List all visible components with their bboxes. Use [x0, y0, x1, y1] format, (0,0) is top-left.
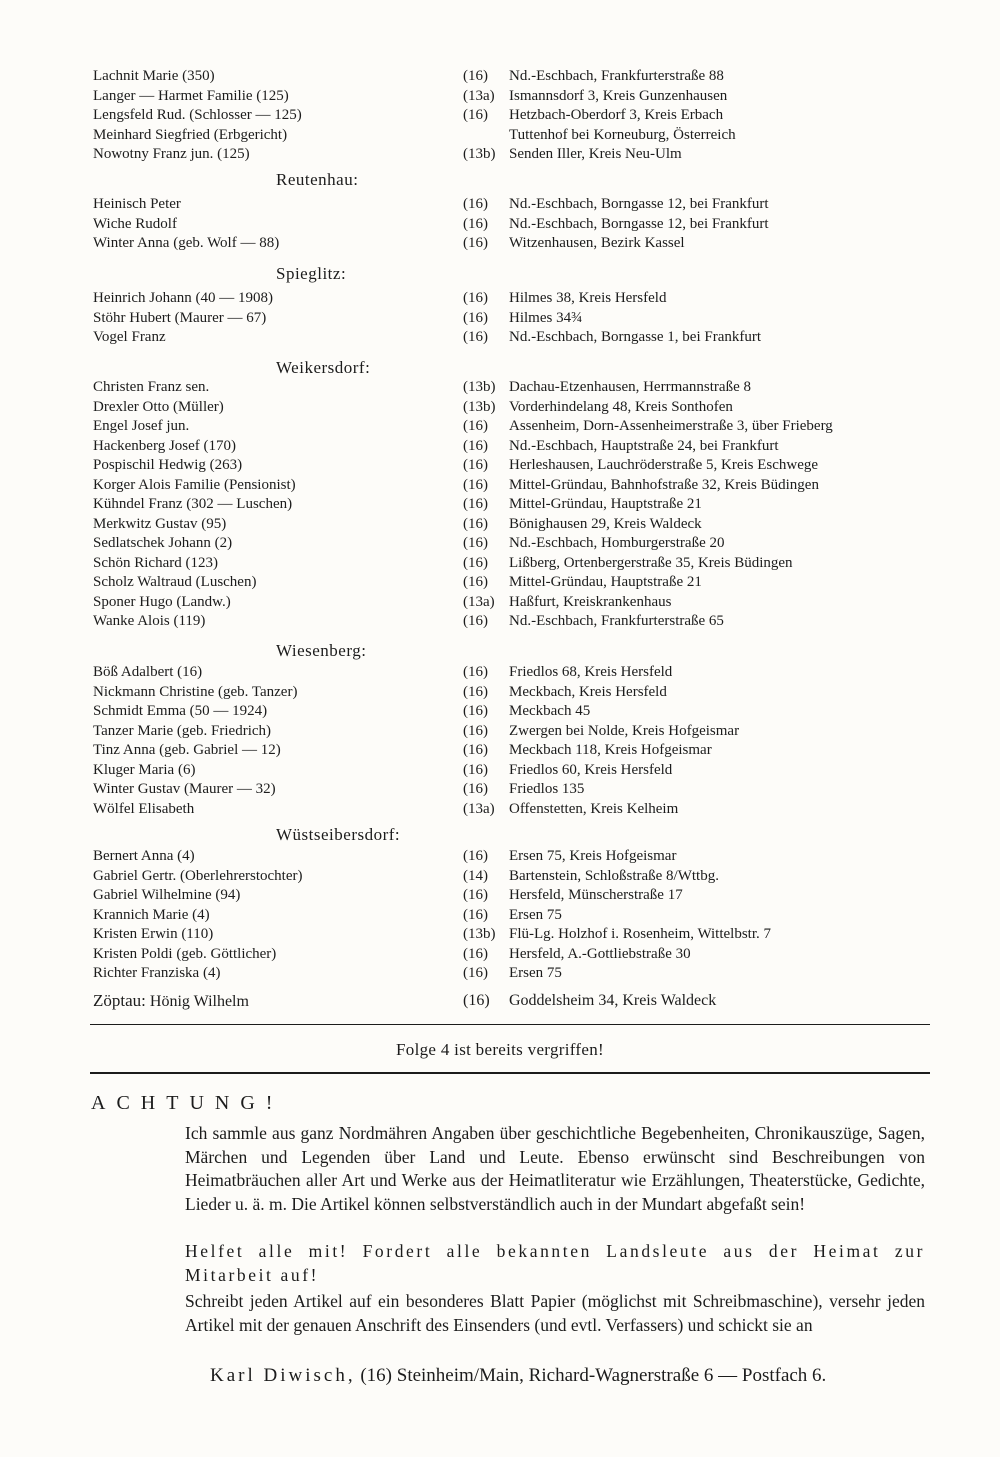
- entry-row: [0, 288, 1000, 308]
- entry-name: Scholz Waltraud (Luschen): [93, 574, 257, 590]
- entry-name: Böß Adalbert (16): [93, 664, 203, 680]
- entry-postal-code: (16): [463, 781, 488, 797]
- entry-postal-code: (16): [463, 742, 488, 758]
- entry-row: [0, 125, 1000, 145]
- entry-name: Krannich Marie (4): [93, 906, 210, 923]
- entry-address: Mittel-Gründau, Hauptstraße 21: [509, 574, 702, 590]
- entry-address: Hersfeld, Münscherstraße 17: [509, 887, 683, 903]
- entry-name: Engel Josef jun.: [93, 418, 190, 434]
- entry-row: [0, 514, 1000, 534]
- entry-postal-code: (13b): [463, 146, 496, 162]
- entry-address: Nd.-Eschbach, Borngasse 12, bei Frankfurt: [509, 215, 769, 232]
- entry-address: Friedlos 68, Kreis Hersfeld: [509, 664, 673, 680]
- entry-postal-code: (16): [463, 906, 488, 923]
- entry-row: [0, 533, 1000, 553]
- zoeptau-entry: [0, 991, 1000, 1011]
- entry-postal-code: (16): [463, 722, 488, 739]
- entry-address: Flü-Lg. Holzhof i. Rosenheim, Wittelbstr. 7: [509, 926, 772, 942]
- entry-address: Mittel-Gründau, Hauptstraße 21: [509, 496, 702, 512]
- entry-postal-code: (13a): [463, 87, 495, 104]
- entry-name: Sedlatschek Johann (2): [93, 535, 233, 551]
- entry-name: Richter Franziska (4): [93, 965, 221, 981]
- entry-name: Drexler Otto (Müller): [93, 398, 224, 415]
- entry-postal-code: (16): [463, 215, 488, 232]
- achtung-heading: ACHTUNG!: [91, 1092, 284, 1114]
- entry-postal-code: (16): [463, 290, 488, 306]
- entry-address: Nd.-Eschbach, Borngasse 12, bei Frankfurt: [509, 196, 769, 212]
- entry-address: Vorderhindelang 48, Kreis Sonthofen: [509, 398, 733, 415]
- section-heading-weikersdorf: Weikersdorf:: [276, 358, 371, 377]
- entry-row: [0, 760, 1000, 780]
- entry-postal-code: (16): [463, 235, 488, 251]
- entry-name: Kühndel Franz (302 — Luschen): [93, 496, 293, 512]
- entry-address: Nd.-Eschbach, Frankfurterstraße 65: [509, 613, 724, 629]
- entry-row: [0, 963, 1000, 983]
- entry-address: Mittel-Gründau, Bahnhofstraße 32, Kreis Büdingen: [509, 476, 819, 493]
- entry-address: Offenstetten, Kreis Kelheim: [509, 800, 679, 817]
- entry-postal-code: (16): [463, 515, 488, 532]
- entry-postal-code: (16): [463, 945, 488, 962]
- entry-postal-code: (16): [463, 965, 488, 981]
- entry-address: Zwergen bei Nolde, Kreis Hofgeismar: [509, 722, 740, 739]
- entry-name: Wanke Alois (119): [93, 613, 206, 629]
- entry-postal-code: (16): [463, 848, 488, 864]
- entry-address: Ersen 75: [509, 965, 562, 981]
- entry-address: Bartenstein, Schloßstraße 8/Wttbg.: [509, 867, 719, 884]
- entry-postal-code: (16): [463, 887, 488, 903]
- entry-address: Meckbach 45: [509, 703, 591, 719]
- entry-name: Tanzer Marie (geb. Friedrich): [93, 722, 272, 739]
- entry-address: Bönighausen 29, Kreis Waldeck: [509, 515, 702, 532]
- entry-name: Schmidt Emma (50 — 1924): [93, 703, 268, 719]
- entry-row: [0, 682, 1000, 702]
- entry-postal-code: (16): [463, 437, 488, 454]
- entry-name: Wölfel Elisabeth: [93, 800, 195, 817]
- entry-row: [0, 885, 1000, 905]
- entry-name: Hackenberg Josef (170): [93, 437, 237, 454]
- section-heading-reutenhau: Reutenhau:: [276, 170, 359, 189]
- divider-top: [90, 1024, 930, 1025]
- entry-row: [0, 105, 1000, 125]
- entry-postal-code: (16): [463, 309, 488, 326]
- entry-name: Kristen Poldi (geb. Göttlicher): [93, 945, 277, 962]
- entry-postal-code: (16): [463, 329, 488, 345]
- achtung-paragraph-2: Helfet alle mit! Fordert alle bekannten Landsleute aus der Heimat zur Mitarbeit auf!: [185, 1241, 925, 1285]
- divider-bottom: [90, 1072, 930, 1074]
- entry-name: Heinrich Johann (40 — 1908): [93, 290, 273, 306]
- entry-postal-code: (16): [463, 761, 488, 778]
- entry-address: Hersfeld, A.-Gottliebstraße 30: [509, 945, 691, 962]
- entry-address: Nd.-Eschbach, Hauptstraße 24, bei Frankfurt: [509, 437, 779, 454]
- entry-address: Hilmes 34¾: [509, 309, 583, 326]
- entry-postal-code: (16): [463, 496, 488, 512]
- entry-row: [0, 397, 1000, 417]
- entry-row: [0, 66, 1000, 86]
- achtung-paragraph-1: Ich sammle aus ganz Nordmähren Angaben über geschichtliche Begebenheiten, Chronikauszüge, Sagen, Märchen und Legenden über Land und Leute. Ebenso erwünscht sind Beschreibungen von Heimatbräuchen aller Art und Werke aus der Heimatliteratur wie Erzählungen, Theaterstücke, Gedichte, Lieder u. ä. m. Die Artikel können selbstverständlich auch in der Mundart abgefaßt sein!: [185, 1123, 925, 1214]
- entry-name: Kristen Erwin (110): [93, 926, 214, 942]
- section-heading-wiesenberg: Wiesenberg:: [276, 641, 367, 660]
- entry-row: [0, 194, 1000, 214]
- entry-address: Ersen 75, Kreis Hofgeismar: [509, 848, 677, 864]
- achtung-paragraph-3: Schreibt jeden Artikel auf ein besonderes Blatt Papier (möglichst mit Schreibmaschine), versehr jeden Artikel mit der genauen Anschrift des Einsenders (und evtl. Verfassers) und schickt sie an: [185, 1291, 925, 1335]
- entry-postal-code: (16): [463, 664, 488, 680]
- entry-address: Tuttenhof bei Korneuburg, Österreich: [509, 126, 736, 143]
- entry-postal-code: (16): [463, 476, 488, 493]
- entry-row: [0, 924, 1000, 944]
- entry-row: [0, 327, 1000, 347]
- entry-postal-code: (13a): [463, 800, 495, 817]
- entry-postal-code: (16): [463, 107, 488, 123]
- entry-name: Gabriel Wilhelmine (94): [93, 887, 241, 903]
- entry-name: Kluger Maria (6): [93, 761, 196, 778]
- entry-address: Assenheim, Dorn-Assenheimerstraße 3, über Frieberg: [509, 418, 833, 434]
- section-heading-wuestseibersdorf: Wüstseibersdorf:: [276, 825, 401, 844]
- entry-row: [0, 377, 1000, 397]
- entry-name: Tinz Anna (geb. Gabriel — 12): [93, 742, 281, 758]
- entry-address: Nd.-Eschbach, Frankfurterstraße 88: [509, 68, 724, 84]
- entry-name: Korger Alois Familie (Pensionist): [93, 476, 296, 493]
- entry-postal-code: (13b): [463, 926, 496, 942]
- entry-row: [0, 572, 1000, 592]
- entry-name: Nickmann Christine (geb. Tanzer): [93, 683, 298, 700]
- entry-name: Schön Richard (123): [93, 554, 218, 571]
- entry-address: Senden Iller, Kreis Neu-Ulm: [509, 146, 682, 162]
- entry-postal-code: (16): [463, 68, 488, 84]
- contact-line: [210, 1365, 826, 1387]
- entry-row: [0, 553, 1000, 573]
- zoeptau-address: Goddelsheim 34, Kreis Waldeck: [509, 992, 717, 1009]
- entry-name: Vogel Franz: [93, 329, 166, 345]
- entry-postal-code: (16): [463, 535, 488, 551]
- zoeptau-name: Hönig Wilhelm: [149, 993, 249, 1010]
- entry-postal-code: (16): [463, 613, 488, 629]
- entry-address: Dachau-Etzenhausen, Herrmannstraße 8: [509, 379, 751, 395]
- entry-row: [0, 611, 1000, 631]
- entry-row: [0, 721, 1000, 741]
- entry-row: [0, 866, 1000, 886]
- entry-address: Meckbach, Kreis Hersfeld: [509, 683, 667, 700]
- entry-row: [0, 905, 1000, 925]
- entry-postal-code: (13b): [463, 398, 496, 415]
- entry-address: Lißberg, Ortenbergerstraße 35, Kreis Büdingen: [509, 554, 793, 571]
- contact-address: (16) Steinheim/Main, Richard-Wagnerstraße 6 — Postfach 6.: [360, 1365, 827, 1386]
- entry-postal-code: (13a): [463, 593, 495, 610]
- entry-row: [0, 662, 1000, 682]
- entry-postal-code: (16): [463, 457, 488, 473]
- entry-address: Nd.-Eschbach, Homburgerstraße 20: [509, 535, 725, 551]
- entry-address: Herleshausen, Lauchröderstraße 5, Kreis Eschwege: [509, 457, 819, 473]
- entry-row: [0, 799, 1000, 819]
- entry-postal-code: (16): [463, 703, 488, 719]
- entry-row: [0, 144, 1000, 164]
- entry-address: Witzenhausen, Bezirk Kassel: [509, 235, 685, 251]
- entry-name: Langer — Harmet Familie (125): [93, 87, 289, 104]
- entry-name: Christen Franz sen.: [93, 379, 210, 395]
- entry-name: Meinhard Siegfried (Erbgericht): [93, 126, 288, 143]
- entry-name: Winter Gustav (Maurer — 32): [93, 781, 276, 797]
- entry-address: Friedlos 60, Kreis Hersfeld: [509, 761, 673, 778]
- entry-postal-code: (16): [463, 683, 488, 700]
- entry-row: [0, 86, 1000, 106]
- entry-row: [0, 214, 1000, 234]
- section-heading-spieglitz: Spieglitz:: [276, 264, 347, 283]
- entry-address: Nd.-Eschbach, Borngasse 1, bei Frankfurt: [509, 329, 762, 345]
- contact-name: Karl Diwisch,: [210, 1365, 356, 1386]
- entry-address: Hetzbach-Oberdorf 3, Kreis Erbach: [509, 107, 724, 123]
- entry-row: [0, 436, 1000, 456]
- entry-postal-code: (16): [463, 196, 488, 212]
- entry-address: Haßfurt, Kreiskrankenhaus: [509, 593, 672, 610]
- entry-row: [0, 494, 1000, 514]
- entry-address: Hilmes 38, Kreis Hersfeld: [509, 290, 667, 306]
- entry-name: Lengsfeld Rud. (Schlosser — 125): [93, 107, 302, 123]
- entry-address: Ismannsdorf 3, Kreis Gunzenhausen: [509, 87, 728, 104]
- entry-row: [0, 592, 1000, 612]
- entry-postal-code: (14): [463, 867, 488, 884]
- entry-row: [0, 944, 1000, 964]
- entry-name: Lachnit Marie (350): [93, 68, 215, 84]
- entry-name: Nowotny Franz jun. (125): [93, 146, 250, 162]
- entry-address: Meckbach 118, Kreis Hofgeismar: [509, 742, 712, 758]
- entry-name: Pospischil Hedwig (263): [93, 457, 243, 473]
- entry-row: [0, 846, 1000, 866]
- entry-name: Stöhr Hubert (Maurer — 67): [93, 309, 267, 326]
- entry-row: [0, 475, 1000, 495]
- entry-postal-code: (16): [463, 554, 488, 571]
- entry-name: Wiche Rudolf: [93, 215, 177, 232]
- entry-name: Bernert Anna (4): [93, 848, 195, 864]
- entry-name: Heinisch Peter: [93, 196, 181, 212]
- entry-row: [0, 416, 1000, 436]
- entry-row: [0, 701, 1000, 721]
- zoeptau-place: Zöptau:: [93, 991, 146, 1010]
- entry-row: [0, 308, 1000, 328]
- entry-row: [0, 740, 1000, 760]
- entry-name: Winter Anna (geb. Wolf — 88): [93, 235, 280, 251]
- entry-row: [0, 233, 1000, 253]
- zoeptau-code: (16): [463, 992, 490, 1009]
- entry-address: Friedlos 135: [509, 781, 585, 797]
- entry-row: [0, 455, 1000, 475]
- entry-postal-code: (13b): [463, 379, 496, 395]
- entry-postal-code: (16): [463, 418, 488, 434]
- entry-row: [0, 779, 1000, 799]
- entry-postal-code: (16): [463, 574, 488, 590]
- notice-out-of-print: Folge 4 ist bereits vergriffen!: [396, 1040, 604, 1059]
- entry-address: Ersen 75: [509, 906, 562, 923]
- entry-name: Merkwitz Gustav (95): [93, 515, 227, 532]
- entry-name: Gabriel Gertr. (Oberlehrerstochter): [93, 867, 303, 884]
- entry-name: Sponer Hugo (Landw.): [93, 593, 231, 610]
